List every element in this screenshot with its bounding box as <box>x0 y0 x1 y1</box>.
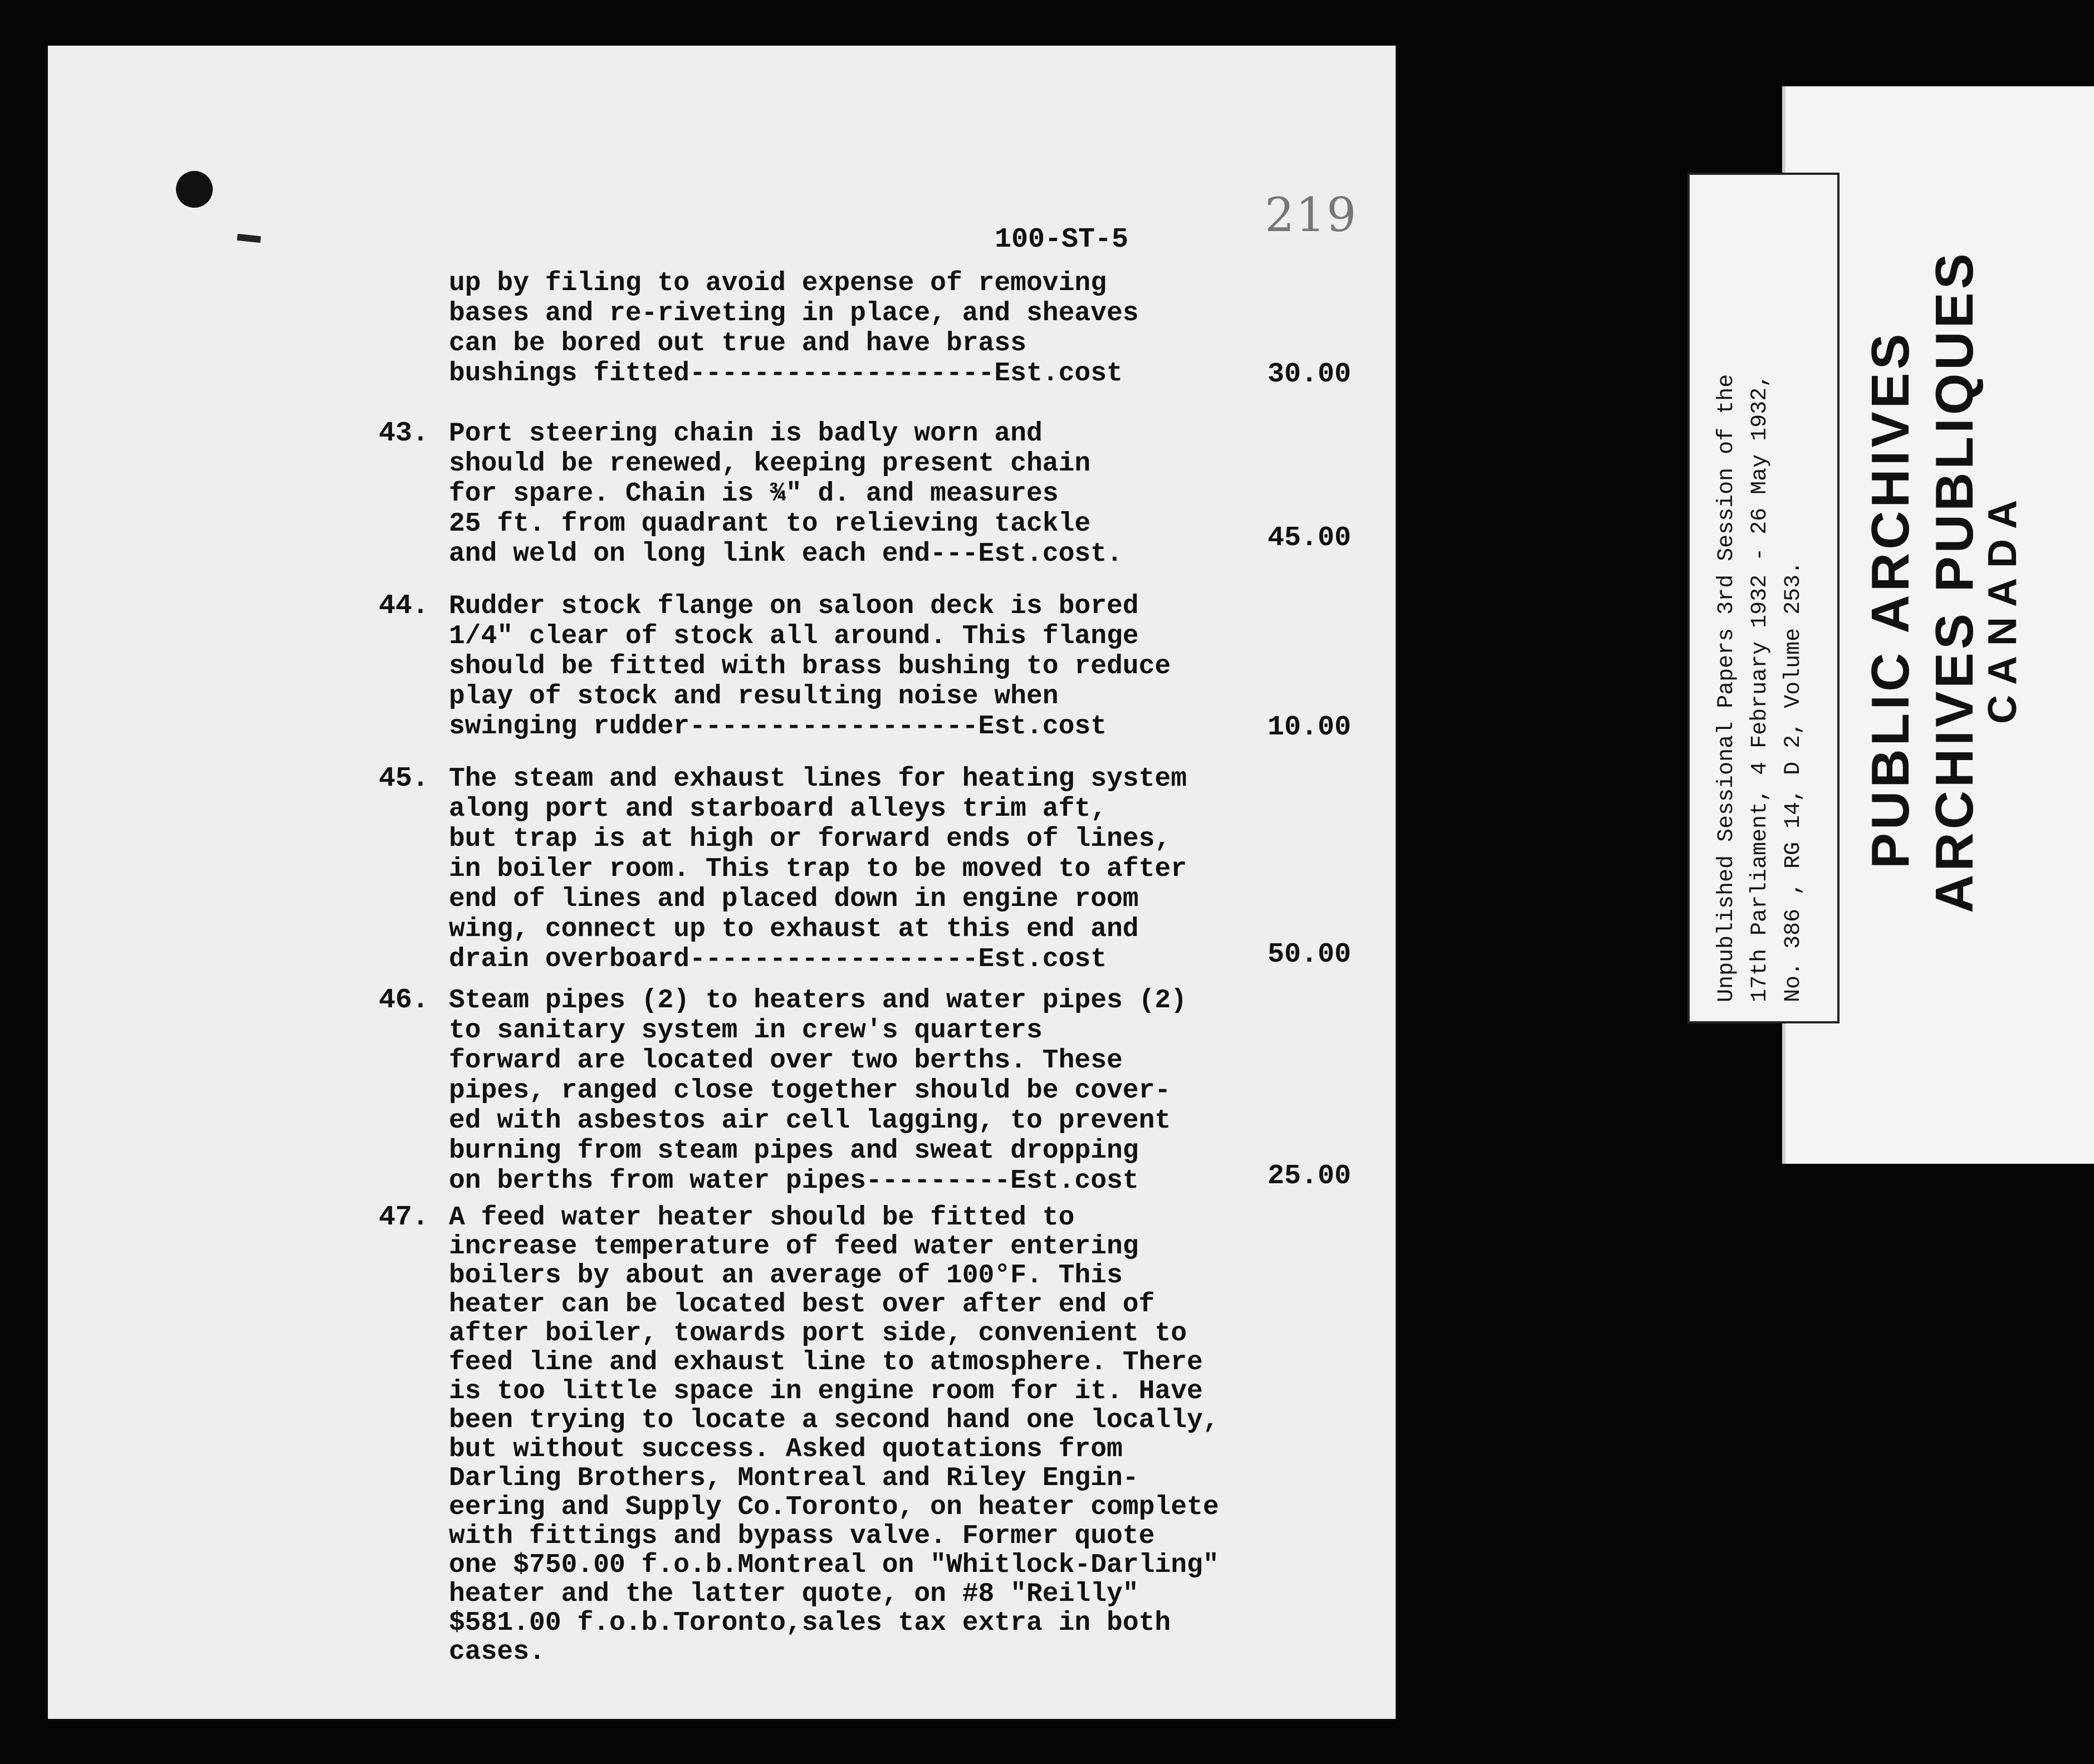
item-line: Rudder stock flange on saloon deck is bored <box>449 591 1139 621</box>
item-line: been trying to locate a second hand one locally, <box>449 1405 1219 1435</box>
item-line: ed with asbestos air cell lagging, to prevent <box>449 1106 1171 1136</box>
item-line: 25 ft. from quadrant to relieving tackle <box>449 509 1091 539</box>
item-line: eering and Supply Co.Toronto, on heater complete <box>449 1492 1219 1522</box>
item-line: wing, connect up to exhaust at this end and <box>449 914 1139 944</box>
item-cost: 45.00 <box>1268 522 1352 554</box>
item-line: 1/4" clear of stock all around. This flange <box>449 621 1139 651</box>
item-cost: 10.00 <box>1268 712 1352 743</box>
item-line: A feed water heater should be fitted to <box>449 1203 1075 1233</box>
item-line: $581.00 f.o.b.Toronto,sales tax extra in both <box>449 1608 1171 1638</box>
punch-hole <box>176 171 213 208</box>
item-line: swinging rudder------------------Est.cost <box>449 712 1107 742</box>
item-line: along port and starboard alleys trim aft, <box>449 794 1107 824</box>
item-number: 47. <box>379 1202 429 1233</box>
item-line: Steam pipes (2) to heaters and water pipes (2) <box>449 986 1187 1016</box>
item-line: is too little space in engine room for it. Have <box>449 1376 1203 1407</box>
canada-stamp: CANADA <box>1980 490 2025 724</box>
item-number: 45. <box>379 763 429 795</box>
item-line: Darling Brothers, Montreal and Riley Engin- <box>449 1463 1139 1493</box>
item-line: heater can be located best over after end of <box>449 1290 1155 1320</box>
item-line: end of lines and placed down in engine room <box>449 884 1139 914</box>
item-line: burning from steam pipes and sweat dropping <box>449 1136 1139 1166</box>
item-cost: 25.00 <box>1268 1160 1352 1192</box>
item-line: for spare. Chain is ¾" d. and measures <box>449 479 1059 509</box>
citation-line: No. 386 , RG 14, D 2, Volume 253. <box>1781 561 1806 1002</box>
ink-mark <box>237 234 261 243</box>
document-page <box>48 46 1396 1719</box>
item-number: 46. <box>379 984 429 1016</box>
item-line: boilers by about an average of 100°F. This <box>449 1261 1123 1291</box>
continuation-line: up by filing to avoid expense of removing <box>449 268 1107 298</box>
item-line: in boiler room. This trap to be moved to after <box>449 854 1187 884</box>
item-line: one $750.00 f.o.b.Montreal on "Whitlock-Darling" <box>449 1550 1219 1580</box>
public-archives-stamp: PUBLIC ARCHIVES <box>1861 330 1920 869</box>
item-line: on berths from water pipes---------Est.cost <box>449 1166 1139 1196</box>
item-line: to sanitary system in crew's quarters <box>449 1016 1043 1046</box>
continuation-line: bases and re-riveting in place, and sheaves <box>449 298 1139 329</box>
citation-line: Unpublished Sessional Papers 3rd Session of the <box>1714 374 1739 1002</box>
continuation-cost: 30.00 <box>1268 359 1352 390</box>
item-line: with fittings and bypass valve. Former quote <box>449 1521 1155 1551</box>
item-line: forward are located over two berths. These <box>449 1046 1123 1076</box>
item-line: pipes, ranged close together should be cover- <box>449 1076 1171 1106</box>
item-line: drain overboard------------------Est.cost <box>449 944 1107 974</box>
item-line: should be renewed, keeping present chain <box>449 449 1091 479</box>
item-line: heater and the latter quote, on #8 "Reilly" <box>449 1579 1139 1609</box>
citation-line: 17th Parliament, 4 February 1932 - 26 May 1932, <box>1748 374 1773 1002</box>
item-line: play of stock and resulting noise when <box>449 682 1059 712</box>
continuation-line: can be bored out true and have brass <box>449 329 1026 359</box>
item-line: and weld on long link each end---Est.cost. <box>449 539 1123 569</box>
item-line: feed line and exhaust line to atmosphere. There <box>449 1347 1203 1378</box>
item-line: but without success. Asked quotations from <box>449 1434 1123 1464</box>
item-line: but trap is at high or forward ends of lines, <box>449 824 1171 854</box>
item-line: The steam and exhaust lines for heating system <box>449 764 1187 794</box>
item-cost: 50.00 <box>1268 939 1352 971</box>
item-line: Port steering chain is badly worn and <box>449 419 1043 449</box>
file-reference: 100-ST-5 <box>995 224 1129 256</box>
item-line: after boiler, towards port side, convenient to <box>449 1319 1187 1349</box>
item-number: 43. <box>379 418 429 449</box>
item-line: cases. <box>449 1637 545 1667</box>
continuation-line: bushings fitted-------------------Est.cost <box>449 359 1123 389</box>
item-number: 44. <box>379 590 429 622</box>
archives-publiques-stamp: ARCHIVES PUBLIQUES <box>1925 250 1984 913</box>
item-line: should be fitted with brass bushing to reduce <box>449 651 1171 682</box>
page-number: 219 <box>1265 188 1358 242</box>
item-line: increase temperature of feed water entering <box>449 1232 1139 1262</box>
